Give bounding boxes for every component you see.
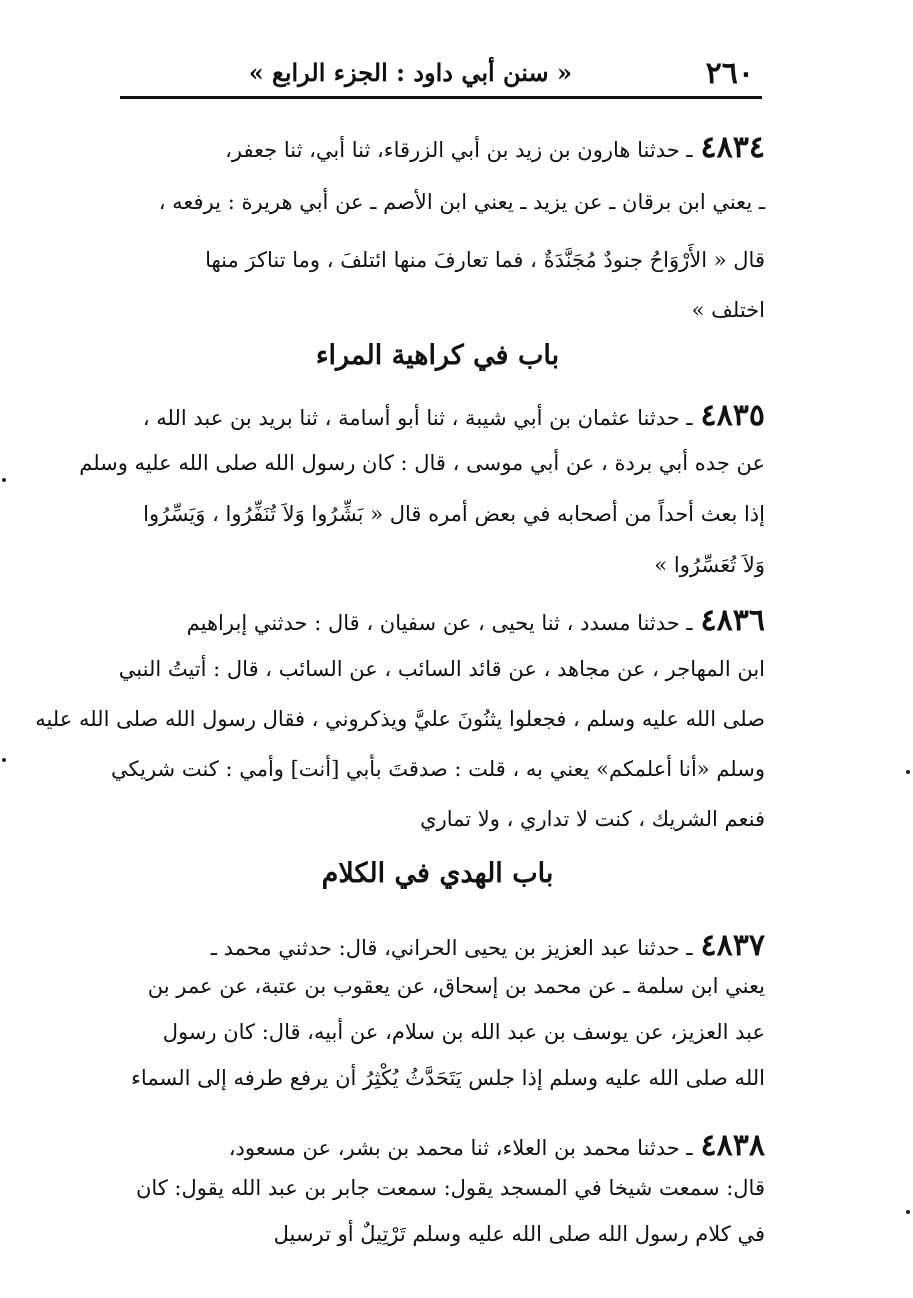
chapter-heading: باب الهدي في الكلام: [321, 858, 554, 889]
hadith-4837: [110, 928, 765, 1098]
hadith-line: ٤٨٣٦ـ حدثنا مسدد ، ثنا يحيى ، عن سفيان ، قال : حدثني إبراهيم: [186, 603, 765, 638]
scan-speck: [906, 1210, 910, 1214]
hadith-line: في كلام رسول الله صلى الله عليه وسلم تَرْتِيلٌ أو ترسيل: [273, 1222, 765, 1246]
hadith-line: الله صلى الله عليه وسلم إذا جلس يَتَحَدَّثُ يُكْثِرُ أن يرفع طرفه إلى السماء: [131, 1066, 765, 1090]
hadith-line: عبد العزيز، عن يوسف بن عبد الله بن سلام، عن أبيه، قال: كان رسول: [162, 1020, 765, 1044]
scan-speck: [906, 770, 910, 774]
hadith-line: يعني ابن سلمة ـ عن محمد بن إسحاق، عن يعقوب بن عتبة، عن عمر بن: [147, 974, 765, 998]
hadith-line: ٤٨٣٤ـ حدثنا هارون بن زيد بن أبي الزرقاء، ثنا أبي، ثنا جعفر،: [225, 130, 765, 165]
scan-speck: [2, 758, 6, 762]
hadith-line: ٤٨٣٥ـ حدثنا عثمان بن أبي شيبة ، ثنا أبو أسامة ، ثنا بريد بن عبد الله ،: [142, 398, 765, 433]
hadith-line: عن جده أبي بردة ، عن أبي موسى ، قال : كان رسول الله صلى الله عليه وسلم: [79, 451, 765, 475]
hadith-4838: [110, 1128, 765, 1268]
hadith-line: ـ يعني ابن برقان ـ عن يزيد ـ يعني ابن الأصم ـ عن أبي هريرة : يرفعه ،: [158, 190, 765, 214]
hadith-line: قال « الأَرْوَاحُ جنودٌ مُجَنَّدَةٌ ، فما تعارفَ منها ائتلفَ ، وما تناكرَ منها: [205, 248, 765, 272]
hadith-line: فنعم الشريك ، كنت لا تداري ، ولا تماري: [420, 807, 765, 831]
hadith-line: صلى الله عليه وسلم ، فجعلوا يثنُونَ عليَّ ويذكروني ، فقال رسول الله صلى الله عليه: [35, 707, 765, 731]
hadith-line: إذا بعث أحداً من أصحابه في بعض أمره قال « بَشِّرُوا وَلاَ تُنَفِّرُوا ، وَيَسِّرُوا: [143, 502, 765, 526]
hadith-number: ٤٨٣٤: [700, 130, 765, 165]
hadith-4834: [110, 130, 765, 330]
hadith-line: ٤٨٣٧ـ حدثنا عبد العزيز بن يحيى الحراني، قال: حدثني محمد ـ: [210, 928, 765, 963]
page-number: ٢٦٠: [705, 56, 754, 91]
running-title: « سنن أبي داود : الجزء الرابع »: [248, 58, 572, 87]
hadith-4835: [79, 398, 765, 598]
hadith-number: ٤٨٣٨: [700, 1128, 765, 1163]
hadith-line: ابن المهاجر ، عن مجاهد ، عن قائد السائب ، عن السائب ، قال : أتيتُ النبي: [118, 657, 765, 681]
scan-speck: [2, 478, 6, 482]
hadith-line: وَلاَ تُعَسِّرُوا »: [654, 553, 765, 577]
hadith-line: اختلف »: [691, 298, 765, 322]
page-header: [120, 52, 762, 92]
hadith-number: ٤٨٣٥: [700, 398, 765, 433]
hadith-line: قال: سمعت شيخا في المسجد يقول: سمعت جابر بن عبد الله يقول: كان: [135, 1176, 765, 1200]
hadith-number: ٤٨٣٧: [700, 928, 765, 963]
header-rule: [120, 96, 762, 99]
hadith-line: ٤٨٣٨ـ حدثنا محمد بن العلاء، ثنا محمد بن بشر، عن مسعود،: [228, 1128, 765, 1163]
hadith-4836: [35, 603, 765, 843]
hadith-number: ٤٨٣٦: [700, 603, 765, 638]
hadith-line: وسلم «أنا أعلمكم» يعني به ، قلت : صدقتَ بأبي [أنت] وأمي : كنت شريكي: [111, 757, 765, 781]
chapter-heading: باب في كراهية المراء: [315, 340, 560, 371]
